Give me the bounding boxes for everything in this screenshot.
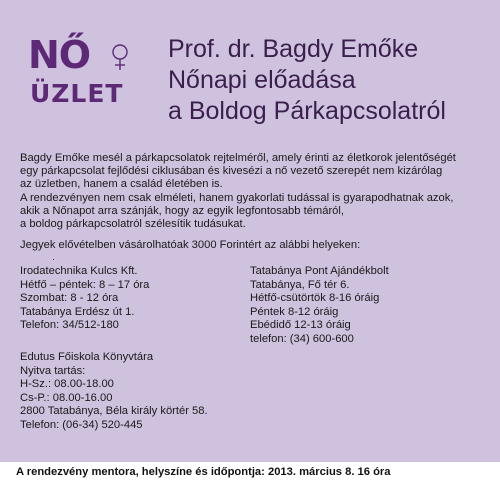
venue-line: Nyitva tartás: (20, 364, 86, 377)
venus-mark-icon (110, 42, 134, 72)
venue-line: Péntek 8-12 óráig (250, 305, 339, 318)
venue-line: Ebédidő 12-13 óráig (250, 319, 351, 332)
logo-text-uzlet: ÜZLET (30, 79, 124, 108)
venue-line: Edutus Főiskola Könyvtára (20, 351, 154, 363)
venue-line: telefon: (34) 600-600 (250, 332, 354, 345)
venue-line: Telefon: 34/512-180 (20, 319, 119, 332)
no-uzlet-logo (24, 33, 136, 120)
ticket-info: Jegyek elővételben vásárolhatóak 3000 Forintért az alábbi helyeken: (20, 239, 361, 251)
intro-line: a boldog párkapcsolatról szélesítik tudásukat. (20, 218, 246, 231)
venue-line: Tatabánya, Fő tér 6. (250, 278, 350, 291)
venue-line: Irodatechnika Kulcs Kft. (20, 265, 138, 277)
venue-line: Tatabánya Erdész út 1. (20, 305, 135, 318)
intro-line: az üzletben, hanem a család életében is. (20, 178, 223, 191)
logo-text-no: NŐ (28, 33, 91, 77)
event-footer: A rendezvény mentora, helyszíne és időpontja: 2013. március 8. 16 óra (16, 466, 391, 478)
intro-paragraph (20, 152, 456, 231)
venue-line: Telefon: (06-34) 520-445 (20, 418, 143, 431)
intro-line: Bagdy Emőke mesél a párkapcsolatok rejtelméről, amely érinti az életkorok jelentőségét (20, 152, 456, 164)
venue-irodatechnika (20, 265, 149, 333)
venue-edutus (20, 351, 208, 433)
title-line-1: Prof. dr. Bagdy Emőke (168, 35, 419, 63)
venue-line: Hétfő-csütörtök 8-16 óráig (250, 292, 380, 305)
venue-line: Tatabánya Pont Ajándékbolt (250, 265, 389, 277)
bullet-dot: · (52, 254, 55, 264)
intro-line: akik a Nőnapot arra szánják, hogy az egyik legfontosabb témáról, (20, 204, 345, 217)
event-title (168, 34, 446, 127)
venue-line: 2800 Tatabánya, Béla király körtér 58. (20, 405, 208, 418)
venue-pont-ajandekbolt (250, 265, 389, 347)
venue-line: Hétfő – péntek: 8 – 17 óra (20, 278, 150, 291)
title-line-2: Nőnapi előadása (168, 66, 356, 94)
intro-line: A rendezvényen nem csak elméleti, hanem gyakorlati tudással is gyarapodhatnak azok, (20, 191, 454, 204)
venue-line: Cs-P.: 08.00-16.00 (20, 391, 113, 404)
intro-line: egy párkapcsolat fejlődési ciklusában és kivesézi a nő vezető szerepét nem kizárólag (20, 165, 443, 178)
venue-line: Szombat: 8 - 12 óra (20, 292, 119, 305)
title-line-3: a Boldog Párkapcsolatról (168, 97, 446, 125)
venue-line: H-Sz.: 08.00-18.00 (20, 378, 114, 391)
